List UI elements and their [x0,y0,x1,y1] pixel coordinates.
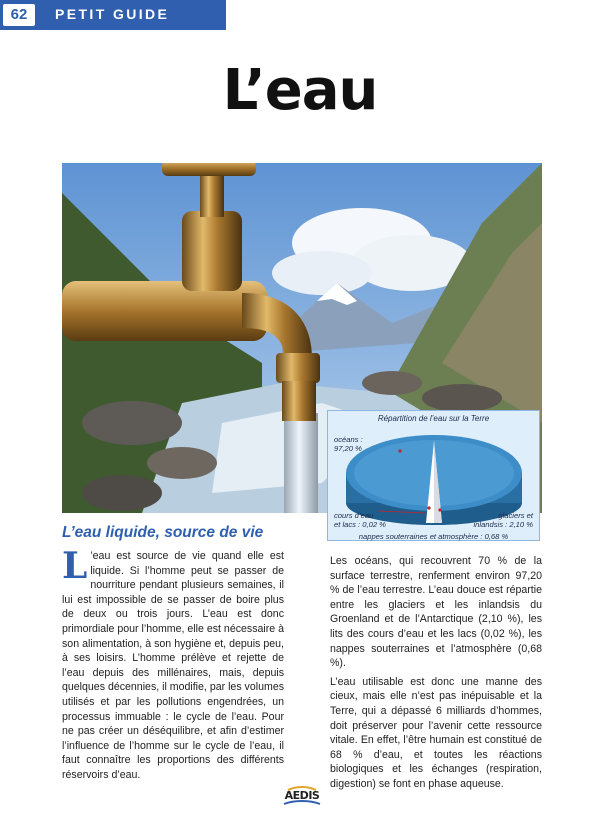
right-paragraph-1: Les océans, qui recouvrent 70 % de la surface terrestre, renferment environ 97,20 % de l’eau terrestre. L’eau douce est répartie entre les glaciers et les inlandsis du Groenland et de l’Antarctique (2,10 %), les lits des cours d’eau et les lacs (0,02 %), les nappes souterraines et l’atmosphère (0,68 %). [330,555,542,670]
diagram-title: Répartition de l’eau sur la Terre [377,414,490,423]
header-bar [0,0,226,30]
drop-cap: L [62,545,88,587]
water-distribution-diagram [327,410,540,541]
label-rivers-lakes: cours d’eau et lacs : 0,02 % [334,511,386,529]
series-title: PETIT GUIDE [55,6,170,22]
left-column-text [62,545,285,783]
publisher-logo: AEDIS [284,789,320,802]
left-paragraph: ’eau est source de vie quand elle est liquide. Si l’homme peut se passer de nourriture pendant plusieurs semaines, il lui est impossible de se passer de boire plus de deux ou trois jours. L’eau est donc primordiale pour l’homme, elle est nécessaire à son alimentation, à son hygiène et, depuis peu, à ses loisirs. L’homme prélève et rejette de l’eau depuis des millénaires, mais, depuis quelques décennies, il modifie, par les volumes utilisés et par les pollutions engendrées, un processus immuable : le cycle de l’eau. Pour ne pas créer un déséquilibre, et afin d’estimer l’influence de l’homme sur le cycle de l’eau, il faut connaître les proportions des différents réservoirs d’eau. [62,550,285,781]
label-oceans: océans : 97,20 % [334,435,363,453]
section-heading: L’eau liquide, source de vie [62,524,264,541]
label-groundwater: nappes souterraines et atmosphère : 0,68 % [358,532,509,541]
right-paragraph-2: L’eau utilisable est donc une manne des cieux, mais elle n’est pas inépuisable et la Terre, qui a dépassé 6 milliards d’hommes, doit préserver pour l’avenir cette ressource vitale. En effet, l’être humain est constitué de 68 % d’eau, et toutes les réactions biologiques et les échanges (respiration, digestion) se font en phase aqueuse. [330,675,542,790]
label-glaciers: glaciers et inlandsis : 2,10 % [473,511,533,529]
page-title: L’eau [222,58,378,123]
page-number: 62 [3,4,35,26]
right-column-text [330,554,542,792]
